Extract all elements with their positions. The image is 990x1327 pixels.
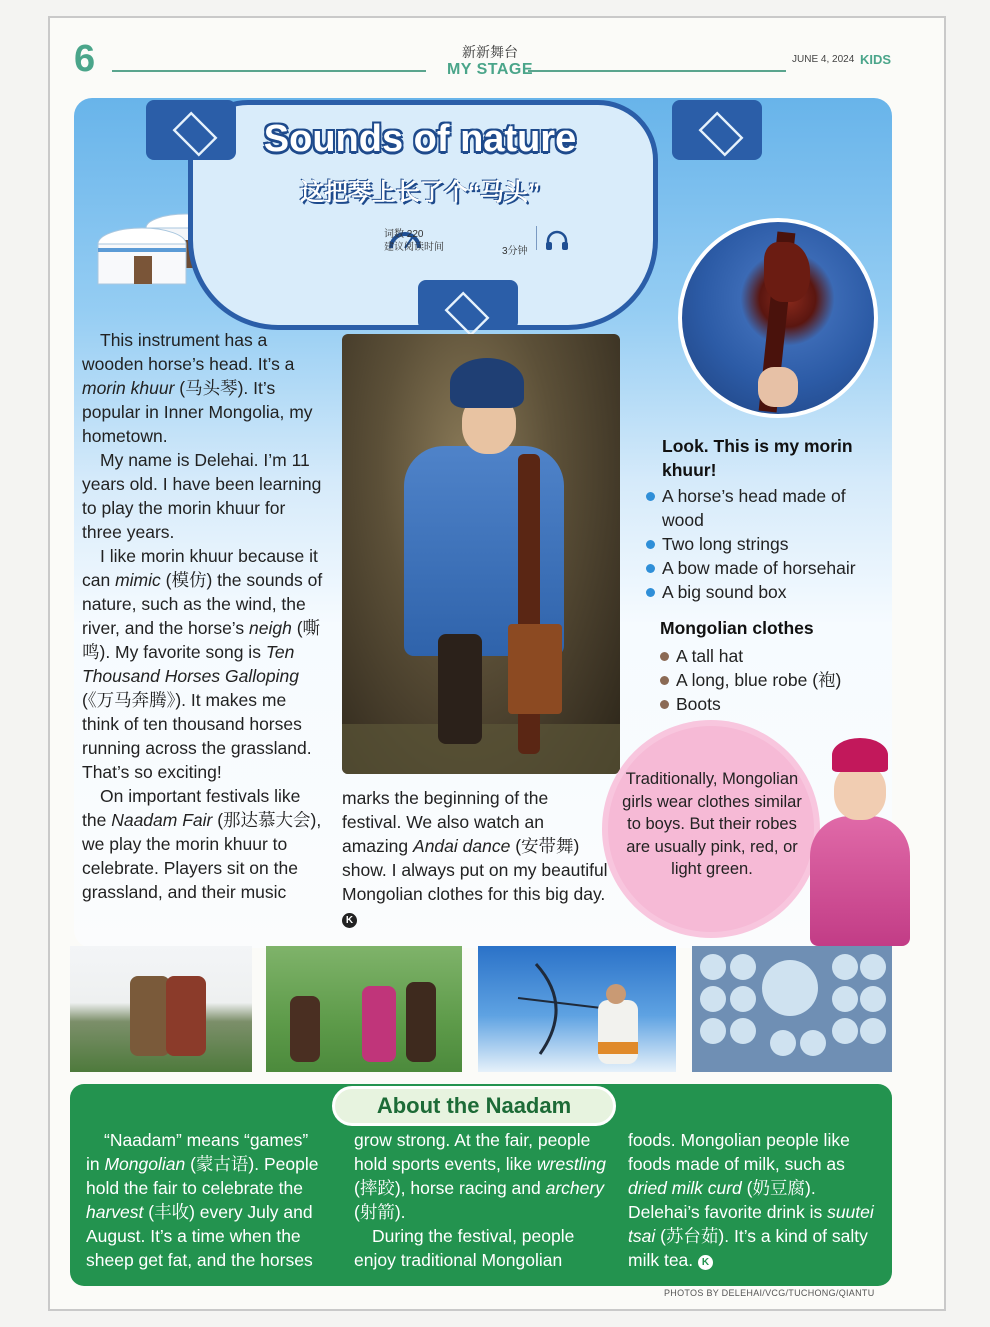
- dried-milk-curd-photo: [692, 946, 892, 1072]
- hand: [758, 367, 798, 407]
- paragraph: On important festivals like the Naadam Fair (那达慕大会), we play the morin khuur to celebrate. Players sit on the grassland, and their music: [82, 786, 322, 902]
- naadam-col3-text: [628, 1128, 880, 1272]
- reading-info: [384, 228, 444, 254]
- meta-divider: [536, 226, 537, 250]
- article-col1-text: [82, 328, 326, 904]
- list-item: A long, blue robe (袍): [660, 668, 880, 692]
- list-item: A tall hat: [660, 644, 880, 668]
- morin-khuur-closeup-photo: [678, 218, 878, 418]
- morin-khuur-features: [646, 484, 872, 604]
- horse-rider: [406, 982, 436, 1062]
- article-col2-text: [342, 786, 612, 930]
- horse-head-carving: [764, 242, 810, 302]
- horse-racing-photo: [266, 946, 462, 1072]
- newspaper-page: [48, 16, 946, 1311]
- girl-in-pink-robe-photo: [804, 738, 914, 948]
- paragraph: This instrument has a wooden horse’s head. It’s a morin khuur (马头琴). It’s popular in Inner Mongolia, my hometown.: [82, 330, 313, 446]
- headphones-icon: [545, 229, 569, 251]
- naadam-column-2: [354, 1128, 610, 1272]
- paragraph: grow strong. At the fair, people hold sports events, like wrestling (摔跤), horse racing and archery (射箭).: [354, 1130, 606, 1222]
- horse-rider: [290, 996, 320, 1062]
- boots: [438, 634, 482, 744]
- boy-with-morin-khuur-photo: [342, 334, 620, 774]
- ornament-right: [672, 100, 762, 160]
- archer-figure: [478, 946, 676, 1072]
- reading-time: 3分钟: [502, 246, 528, 257]
- naadam-column-3: [628, 1128, 880, 1272]
- article-column-2: [342, 786, 612, 930]
- naadam-title: About the Naadam: [332, 1086, 616, 1126]
- section-title-cn: 新新舞台: [462, 44, 518, 60]
- look-title: Look. This is my morin khuur!: [662, 436, 853, 480]
- reading-time-label: 建议阅读时间: [384, 242, 444, 253]
- paragraph: My name is Delehai. I’m 11 years old. I have been learning to play the morin khuur for three years.: [82, 450, 322, 542]
- article-column-1: [82, 328, 326, 904]
- naadam-column-1: [86, 1128, 326, 1272]
- issue-date: JUNE 4, 2024: [792, 54, 855, 65]
- header-rule-left: [112, 70, 426, 72]
- photo-credits: PHOTOS BY DELEHAI/VCG/TUCHONG/QIANTU: [664, 1288, 875, 1298]
- pink-robe: [810, 816, 910, 946]
- header-rule-right: [528, 70, 786, 72]
- wrestler: [166, 976, 206, 1056]
- paragraph: marks the beginning of the festival. We also watch an amazing Andai dance (安带舞) show. I always put on my beautiful Mongolian clothes for this big day. K: [342, 788, 608, 926]
- paragraph: I like morin khuur because it can mimic (模仿) the sounds of nature, such as the wind, the river, and the horse’s neigh (嘶鸣). My favorite song is Ten Thousand Horses Galloping (《万马奔腾》). It makes me think of ten thousand horses running across the grassland. That’s so exciting!: [82, 546, 323, 782]
- article-title: Sounds of nature: [263, 118, 577, 160]
- ornament-bottom: [418, 280, 518, 330]
- naadam-col1-text: [86, 1128, 326, 1272]
- girl-hat: [832, 738, 888, 772]
- paragraph: “Naadam” means “games” in Mongolian (蒙古语). People hold the fair to celebrate the harvest (丰收) every July and August. It’s a time when the sheep get fat, and the horses: [86, 1130, 319, 1270]
- page-number: 6: [74, 38, 96, 80]
- clothes-list: [660, 644, 880, 716]
- article-subtitle-cn: 这把琴上长了个“马头”: [300, 179, 540, 206]
- wrestler: [130, 976, 170, 1056]
- naadam-col2-text: [354, 1128, 610, 1272]
- tall-hat: [450, 358, 524, 408]
- girl-face: [834, 764, 886, 820]
- list-item: A horse’s head made of wood: [646, 484, 872, 532]
- brand-label: KIDS: [860, 52, 892, 67]
- list-item: A big sound box: [646, 580, 872, 604]
- pink-note-text: Traditionally, Mongolian girls wear clothes similar to boys. But their robes are usually pink, red, or light green.: [622, 770, 802, 878]
- clothes-title: Mongolian clothes: [660, 618, 814, 638]
- archery-photo: [478, 946, 676, 1072]
- horse-rider: [362, 986, 396, 1062]
- list-item: Two long strings: [646, 532, 872, 556]
- wrestling-photo: [70, 946, 252, 1072]
- word-count: 词数 220: [384, 229, 424, 240]
- list-item: A bow made of horsehair: [646, 556, 872, 580]
- list-item: Boots: [660, 692, 880, 716]
- sound-box: [508, 624, 562, 714]
- section-title-en: MY STAGE: [446, 61, 534, 78]
- paragraph: foods. Mongolian people like foods made of milk, such as dried milk curd (奶豆腐). Delehai’s favorite drink is suutei tsai (苏台茹). It’s a kind of salty milk tea. K: [628, 1130, 874, 1270]
- paragraph: During the festival, people enjoy traditional Mongolian: [354, 1226, 575, 1270]
